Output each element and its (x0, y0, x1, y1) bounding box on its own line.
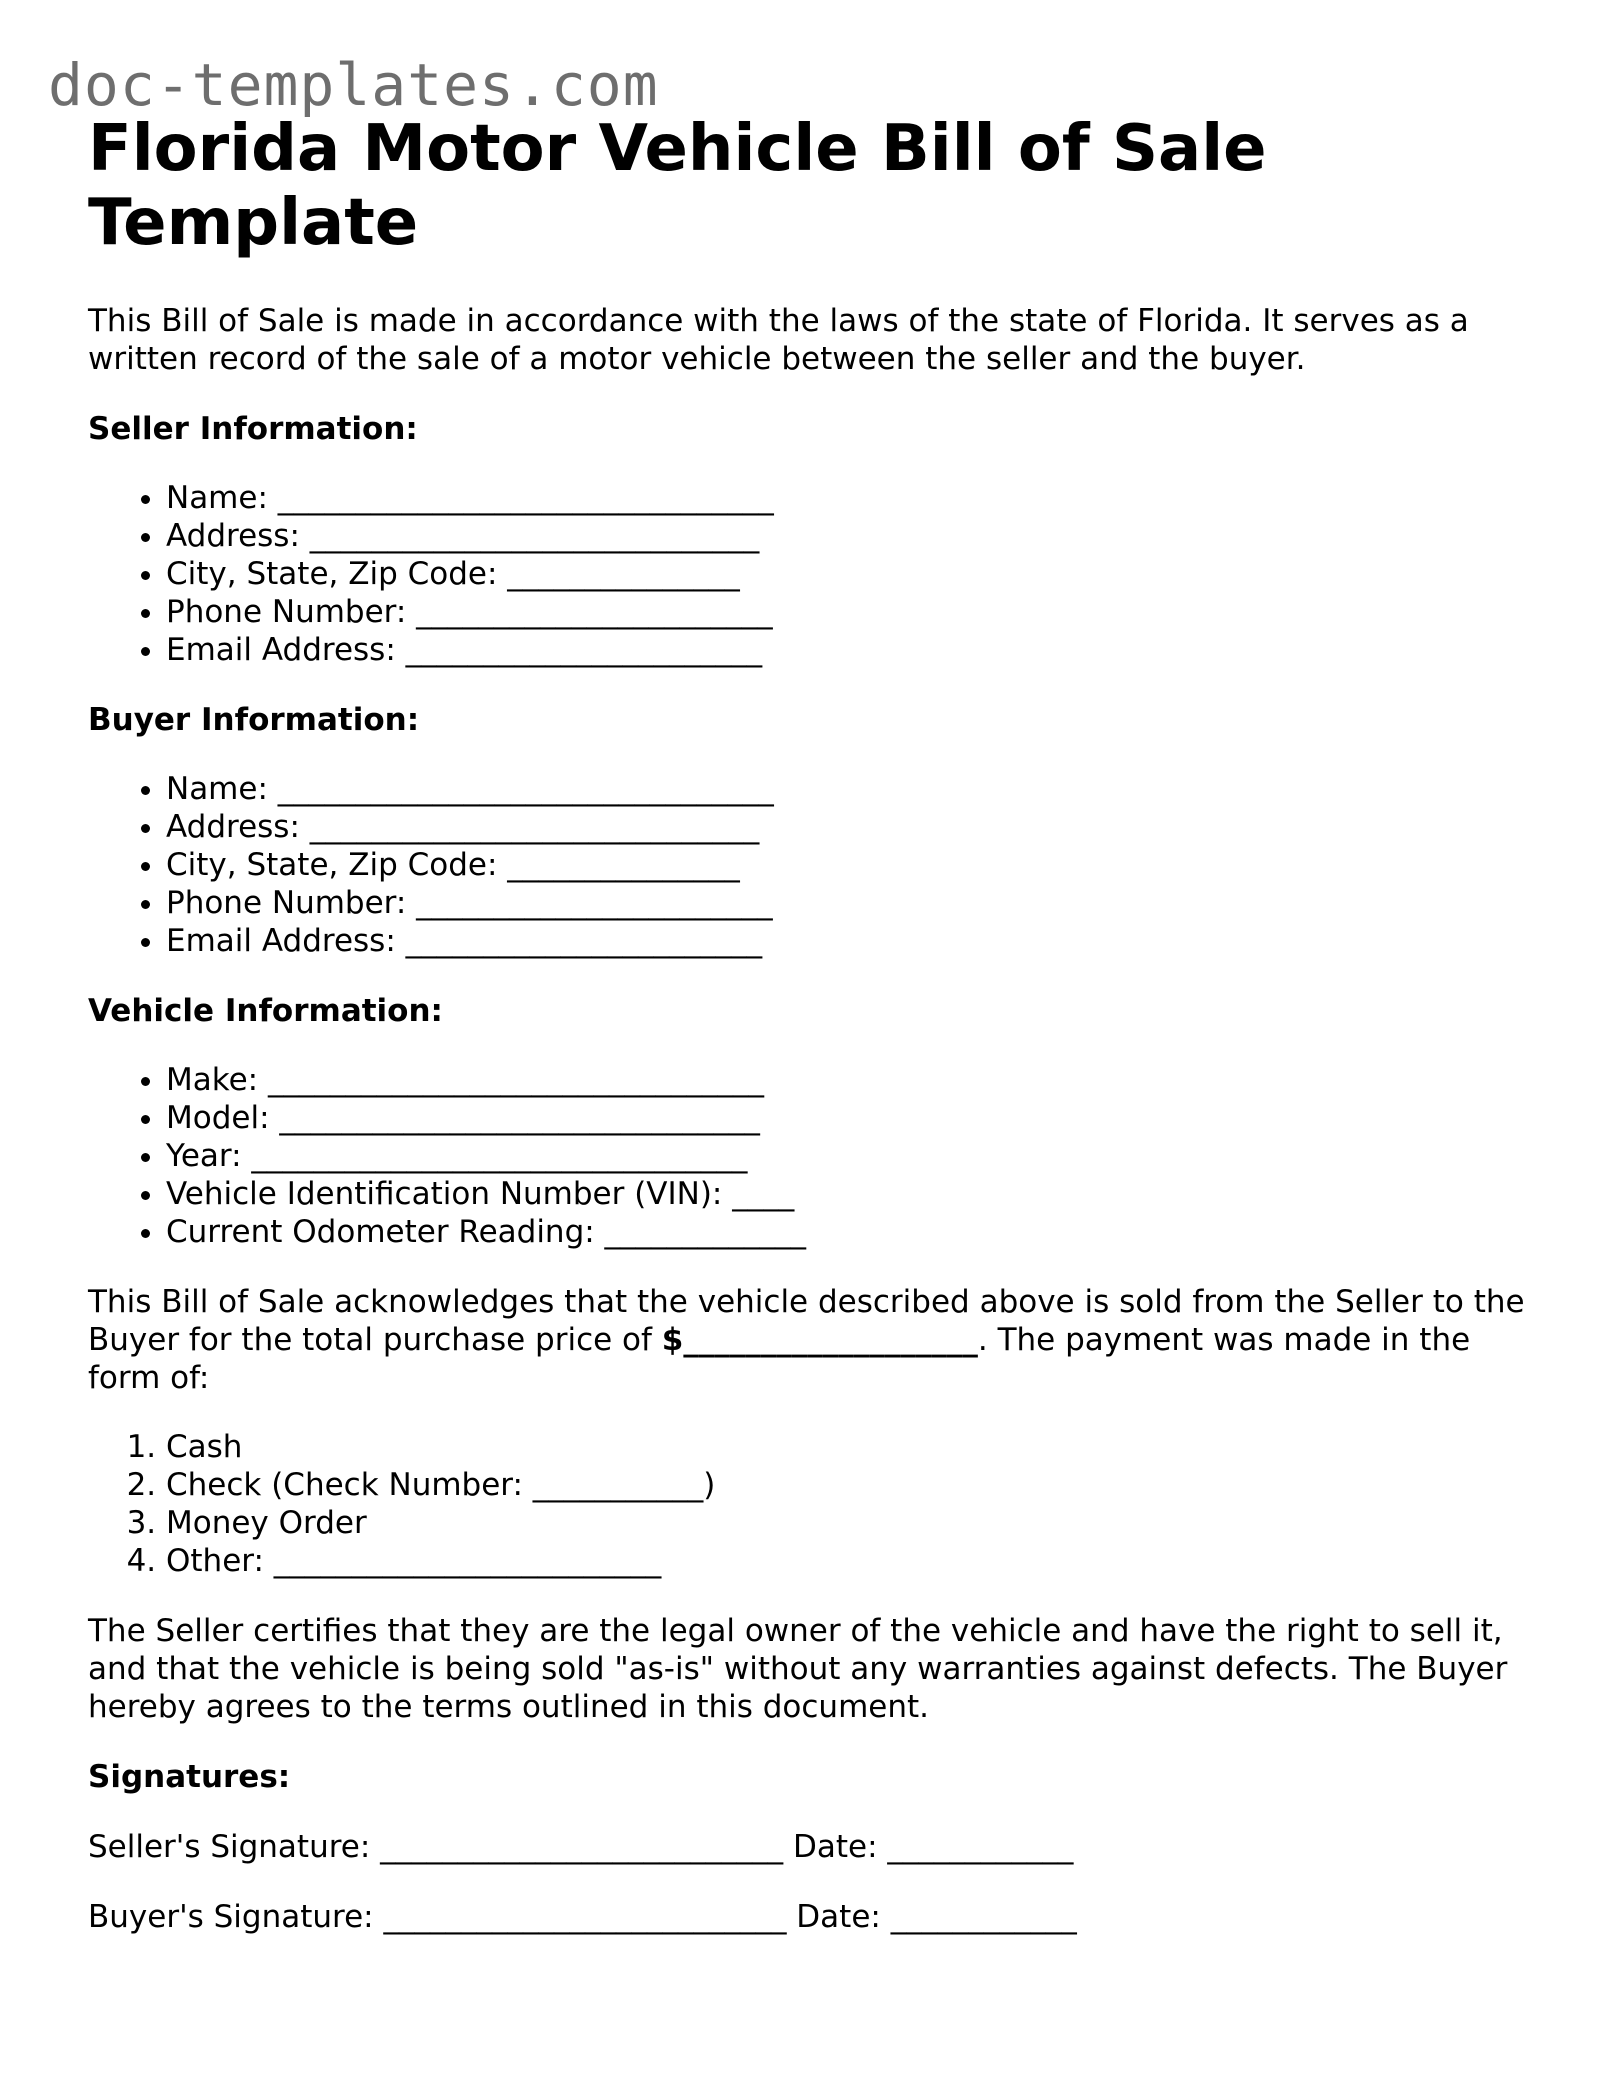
signatures-heading: Signatures: (88, 1759, 291, 1795)
purchase-price-field: $___________________ (661, 1322, 978, 1358)
document-title: Florida Motor Vehicle Bill of Sale Template (88, 112, 1267, 260)
payment-methods-list (88, 1428, 1528, 1580)
purchase-text-after: . The payment was made in the form of: (88, 1322, 1471, 1396)
purchase-paragraph (88, 1283, 1528, 1397)
seller-info-list (88, 479, 1528, 669)
document-page (88, 112, 1528, 1936)
payment-method-item: 2. Check (Check Number: ___________) (166, 1466, 1528, 1504)
buyer-email-field: • Email Address: _______________________ (166, 922, 1528, 960)
certification-paragraph: The Seller certifies that they are the legal owner of the vehicle and have the right to sell it, and that the vehicle is being sold "as-is" without any warranties against defects. The Buyer hereby agrees to the terms outlined in this document. (88, 1613, 1508, 1725)
vehicle-vin-field: • Vehicle Identification Number (VIN): ____ (166, 1175, 1528, 1213)
payment-method-item: 4. Other: _________________________ (166, 1542, 1528, 1580)
seller-phone-field: • Phone Number: _______________________ (166, 593, 1528, 631)
purchase-text-before: This Bill of Sale acknowledges that the vehicle described above is sold from the Seller to the Buyer for the total purchase price of (88, 1284, 1525, 1358)
seller-signature-line: Seller's Signature: __________________________ Date: ____________ (88, 1829, 1074, 1865)
seller-email-field: • Email Address: _______________________ (166, 631, 1528, 669)
buyer-phone-field: • Phone Number: _______________________ (166, 884, 1528, 922)
seller-city-state-zip-field: • City, State, Zip Code: _______________ (166, 555, 1528, 593)
seller-address-field: • Address: _____________________________ (166, 517, 1528, 555)
vehicle-model-field: • Model: _______________________________ (166, 1099, 1528, 1137)
buyer-signature-line: Buyer's Signature: __________________________ Date: ____________ (88, 1899, 1077, 1935)
intro-paragraph: This Bill of Sale is made in accordance with the laws of the state of Florida. It serves as a written record of the sale of a motor vehicle between the seller and the buyer. (88, 303, 1469, 377)
seller-info-heading: Seller Information: (88, 411, 418, 447)
buyer-address-field: • Address: _____________________________ (166, 808, 1528, 846)
vehicle-info-list (88, 1061, 1528, 1251)
vehicle-info-heading: Vehicle Information: (88, 993, 443, 1029)
watermark: doc-templates.com (48, 51, 659, 119)
payment-method-item: 1. Cash (166, 1428, 1528, 1466)
seller-name-field: • Name: ________________________________ (166, 479, 1528, 517)
buyer-info-list (88, 770, 1528, 960)
vehicle-odometer-field: • Current Odometer Reading: _____________ (166, 1213, 1528, 1251)
payment-method-item: 3. Money Order (166, 1504, 1528, 1542)
buyer-name-field: • Name: ________________________________ (166, 770, 1528, 808)
vehicle-make-field: • Make: ________________________________ (166, 1061, 1528, 1099)
buyer-info-heading: Buyer Information: (88, 702, 420, 738)
buyer-city-state-zip-field: • City, State, Zip Code: _______________ (166, 846, 1528, 884)
vehicle-year-field: • Year: ________________________________ (166, 1137, 1528, 1175)
